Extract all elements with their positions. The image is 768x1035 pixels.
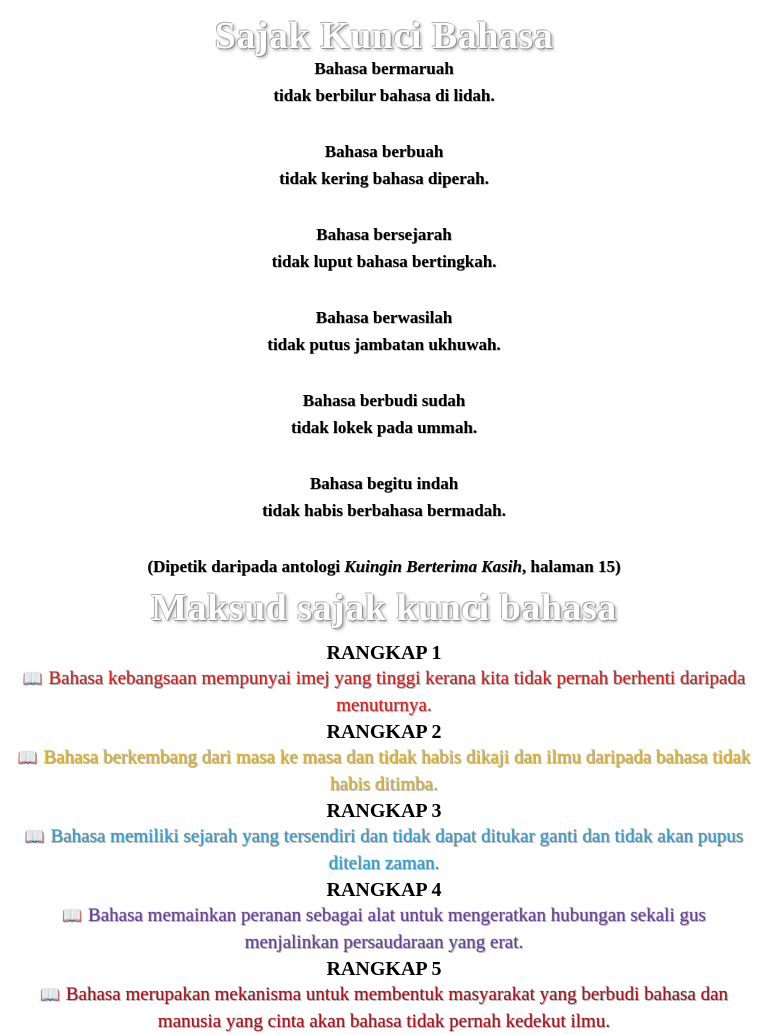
poem-stanza xyxy=(0,387,768,441)
rangkap-text xyxy=(14,666,754,719)
rangkap-text-content: Bahasa memainkan peranan sebagai alat untuk mengeratkan hubungan sekali gus menjalinkan persaudaraan yang erat. xyxy=(88,905,706,953)
poem-line: Bahasa bermaruah xyxy=(314,59,454,78)
rangkap-text-content: Bahasa memiliki sejarah yang tersendiri dan tidak dapat ditukar ganti dan tidak akan pupus ditelan zaman. xyxy=(50,826,744,874)
source-book-title: Kuingin Berterima Kasih xyxy=(344,557,522,576)
poem-line: tidak luput bahasa bertingkah. xyxy=(271,252,497,271)
poem-line: tidak berbilur bahasa di lidah. xyxy=(273,86,495,105)
source-suffix: , halaman 15) xyxy=(521,557,621,576)
poem-line: Bahasa begitu indah xyxy=(309,474,459,493)
rangkap-heading: RANGKAP 1 xyxy=(326,642,442,664)
rangkap-text-content: Bahasa kebangsaan mempunyai imej yang tinggi kerana kita tidak pernah berhenti daripada menuturnya. xyxy=(48,668,746,716)
rangkap-text xyxy=(14,903,754,956)
poem-line: Bahasa berwasilah xyxy=(315,308,453,327)
rangkap-heading: RANGKAP 3 xyxy=(326,800,442,822)
poem-stanza xyxy=(0,470,768,524)
poem-stanza xyxy=(0,55,768,109)
rangkap-text xyxy=(14,745,754,798)
source-prefix: (Dipetik daripada antologi xyxy=(147,557,345,576)
rangkap-text-content: Bahasa berkembang dari masa ke masa dan tidak habis dikaji dan ilmu daripada bahasa tidak habis ditimba. xyxy=(43,747,751,795)
poem-line: tidak habis berbahasa bermadah. xyxy=(262,501,506,520)
poem-line: Bahasa berbudi sudah xyxy=(302,391,466,410)
book-icon: 📖 xyxy=(39,987,60,1004)
poem-line: Bahasa berbuah xyxy=(324,142,444,161)
rangkap-heading: RANGKAP 5 xyxy=(326,958,442,980)
page-title: Sajak Kunci Bahasa xyxy=(214,15,554,57)
poem-source xyxy=(0,553,768,580)
poem-line: tidak putus jambatan ukhuwah. xyxy=(267,335,501,354)
rangkap-heading: RANGKAP 4 xyxy=(326,879,442,901)
poem-line: Bahasa bersejarah xyxy=(316,225,452,244)
poem-stanza xyxy=(0,221,768,275)
book-icon: 📖 xyxy=(22,671,43,688)
rangkap-heading: RANGKAP 2 xyxy=(326,721,442,743)
poem-block xyxy=(0,55,768,580)
poem-line: tidak lokek pada ummah. xyxy=(290,418,478,437)
book-icon: 📖 xyxy=(24,829,45,846)
poem-stanza xyxy=(0,304,768,358)
poem-stanza xyxy=(0,138,768,192)
poem-line: tidak kering bahasa diperah. xyxy=(279,169,489,188)
rangkap-section xyxy=(0,640,768,1035)
meaning-title: Maksud sajak kunci bahasa xyxy=(151,587,617,629)
rangkap-text xyxy=(14,982,754,1035)
rangkap-text-content: Bahasa merupakan mekanisma untuk membentuk masyarakat yang berbudi bahasa dan manusia yang cinta akan bahasa tidak pernah kedekut ilmu. xyxy=(65,984,729,1032)
book-icon: 📖 xyxy=(62,908,83,925)
rangkap-text xyxy=(14,824,754,877)
book-icon: 📖 xyxy=(17,750,38,767)
